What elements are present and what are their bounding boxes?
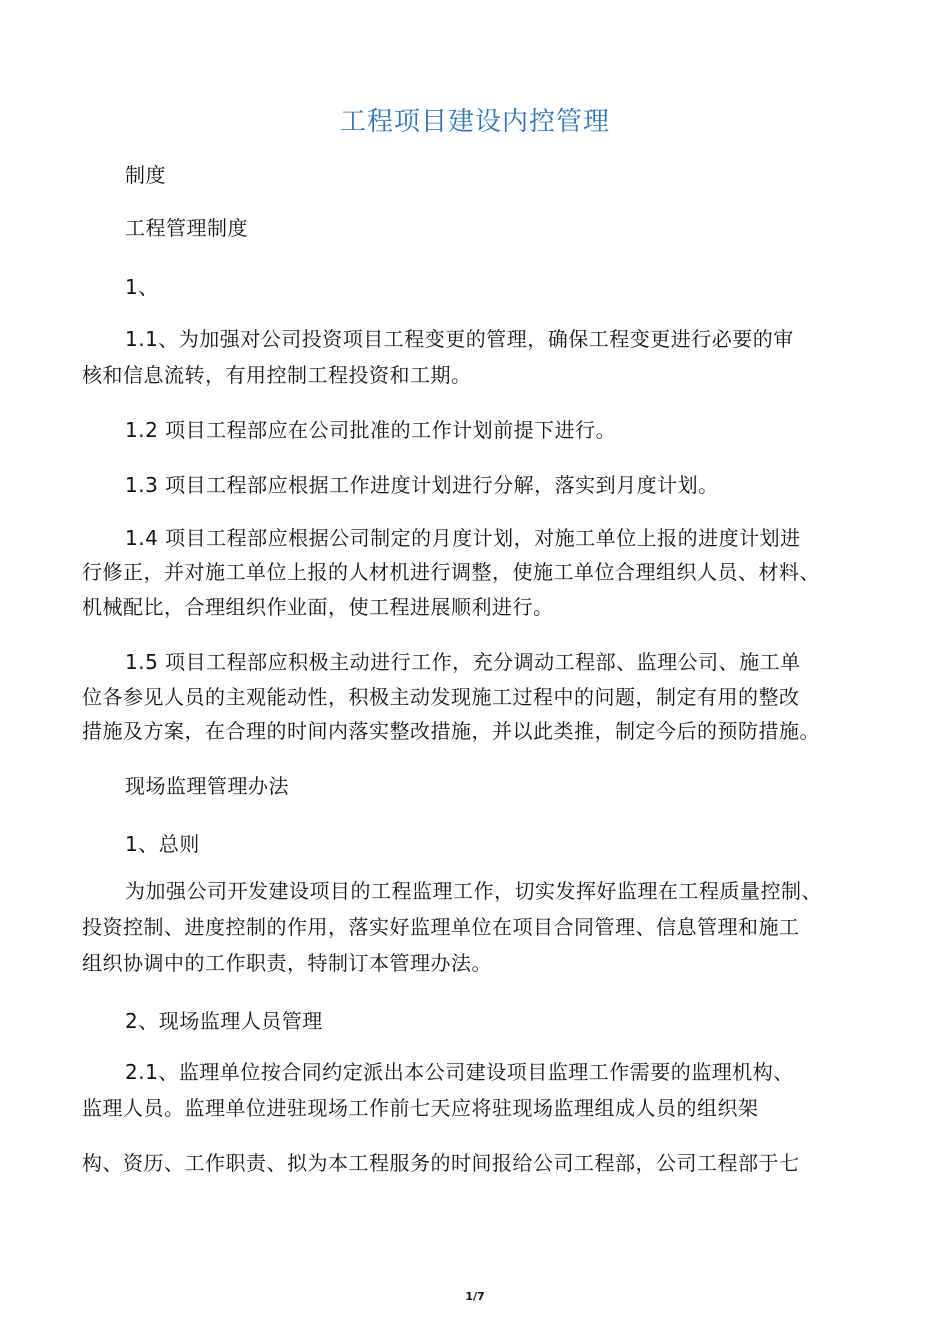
paragraph-line: 组织协调中的工作职责，特制订本管理办法。 <box>82 951 492 975</box>
document-title: 工程项目建设内控管理 <box>339 107 610 137</box>
paragraph-line: 现场监理管理办法 <box>125 774 289 798</box>
paragraph-line: 行修正，并对施工单位上报的人材机进行调整，使施工单位合理组织人员、材料、 <box>82 560 820 584</box>
paragraph-line: 位各参见人员的主观能动性，积极主动发现施工过程中的问题，制定有用的整改 <box>82 685 800 709</box>
paragraph-line: 工程管理制度 <box>125 216 248 240</box>
paragraph-line: 1、 <box>125 275 159 299</box>
paragraph-line: 为加强公司开发建设项目的工程监理工作，切实发挥好监理在工程质量控制、 <box>125 879 822 903</box>
paragraph-line: 制度 <box>125 163 166 187</box>
paragraph-line: 1.5 项目工程部应积极主动进行工作，充分调动工程部、监理公司、施工单 <box>125 650 801 674</box>
paragraph-line: 监理人员。监理单位进驻现场工作前七天应将驻现场监理组成人员的组织架 <box>82 1096 759 1120</box>
paragraph-line: 措施及方案，在合理的时间内落实整改措施，并以此类推，制定今后的预防措施。 <box>82 719 820 743</box>
paragraph-line: 1.4 项目工程部应根据公司制定的月度计划，对施工单位上报的进度计划进 <box>125 526 801 550</box>
paragraph-line: 机械配比，合理组织作业面，使工程进展顺利进行。 <box>82 595 554 619</box>
paragraph-line: 1.1、为加强对公司投资项目工程变更的管理，确保工程变更进行必要的审 <box>125 327 794 351</box>
paragraph-line: 1.3 项目工程部应根据工作进度计划进行分解，落实到月度计划。 <box>125 473 719 497</box>
paragraph-line: 2.1、监理单位按合同约定派出本公司建设项目监理工作需要的监理机构、 <box>125 1060 794 1084</box>
paragraph-line: 2、现场监理人员管理 <box>125 1009 323 1033</box>
paragraph-line: 投资控制、进度控制的作用，落实好监理单位在项目合同管理、信息管理和施工 <box>82 915 800 939</box>
paragraph-line: 1.2 项目工程部应在公司批准的工作计划前提下进行。 <box>125 418 617 442</box>
paragraph-line: 构、资历、工作职责、拟为本工程服务的时间报给公司工程部，公司工程部于七 <box>82 1151 800 1175</box>
paragraph-line: 核和信息流转，有用控制工程投资和工期。 <box>82 363 472 387</box>
page-number: 1/7 <box>465 1290 485 1303</box>
paragraph-line: 1、总则 <box>125 832 200 856</box>
